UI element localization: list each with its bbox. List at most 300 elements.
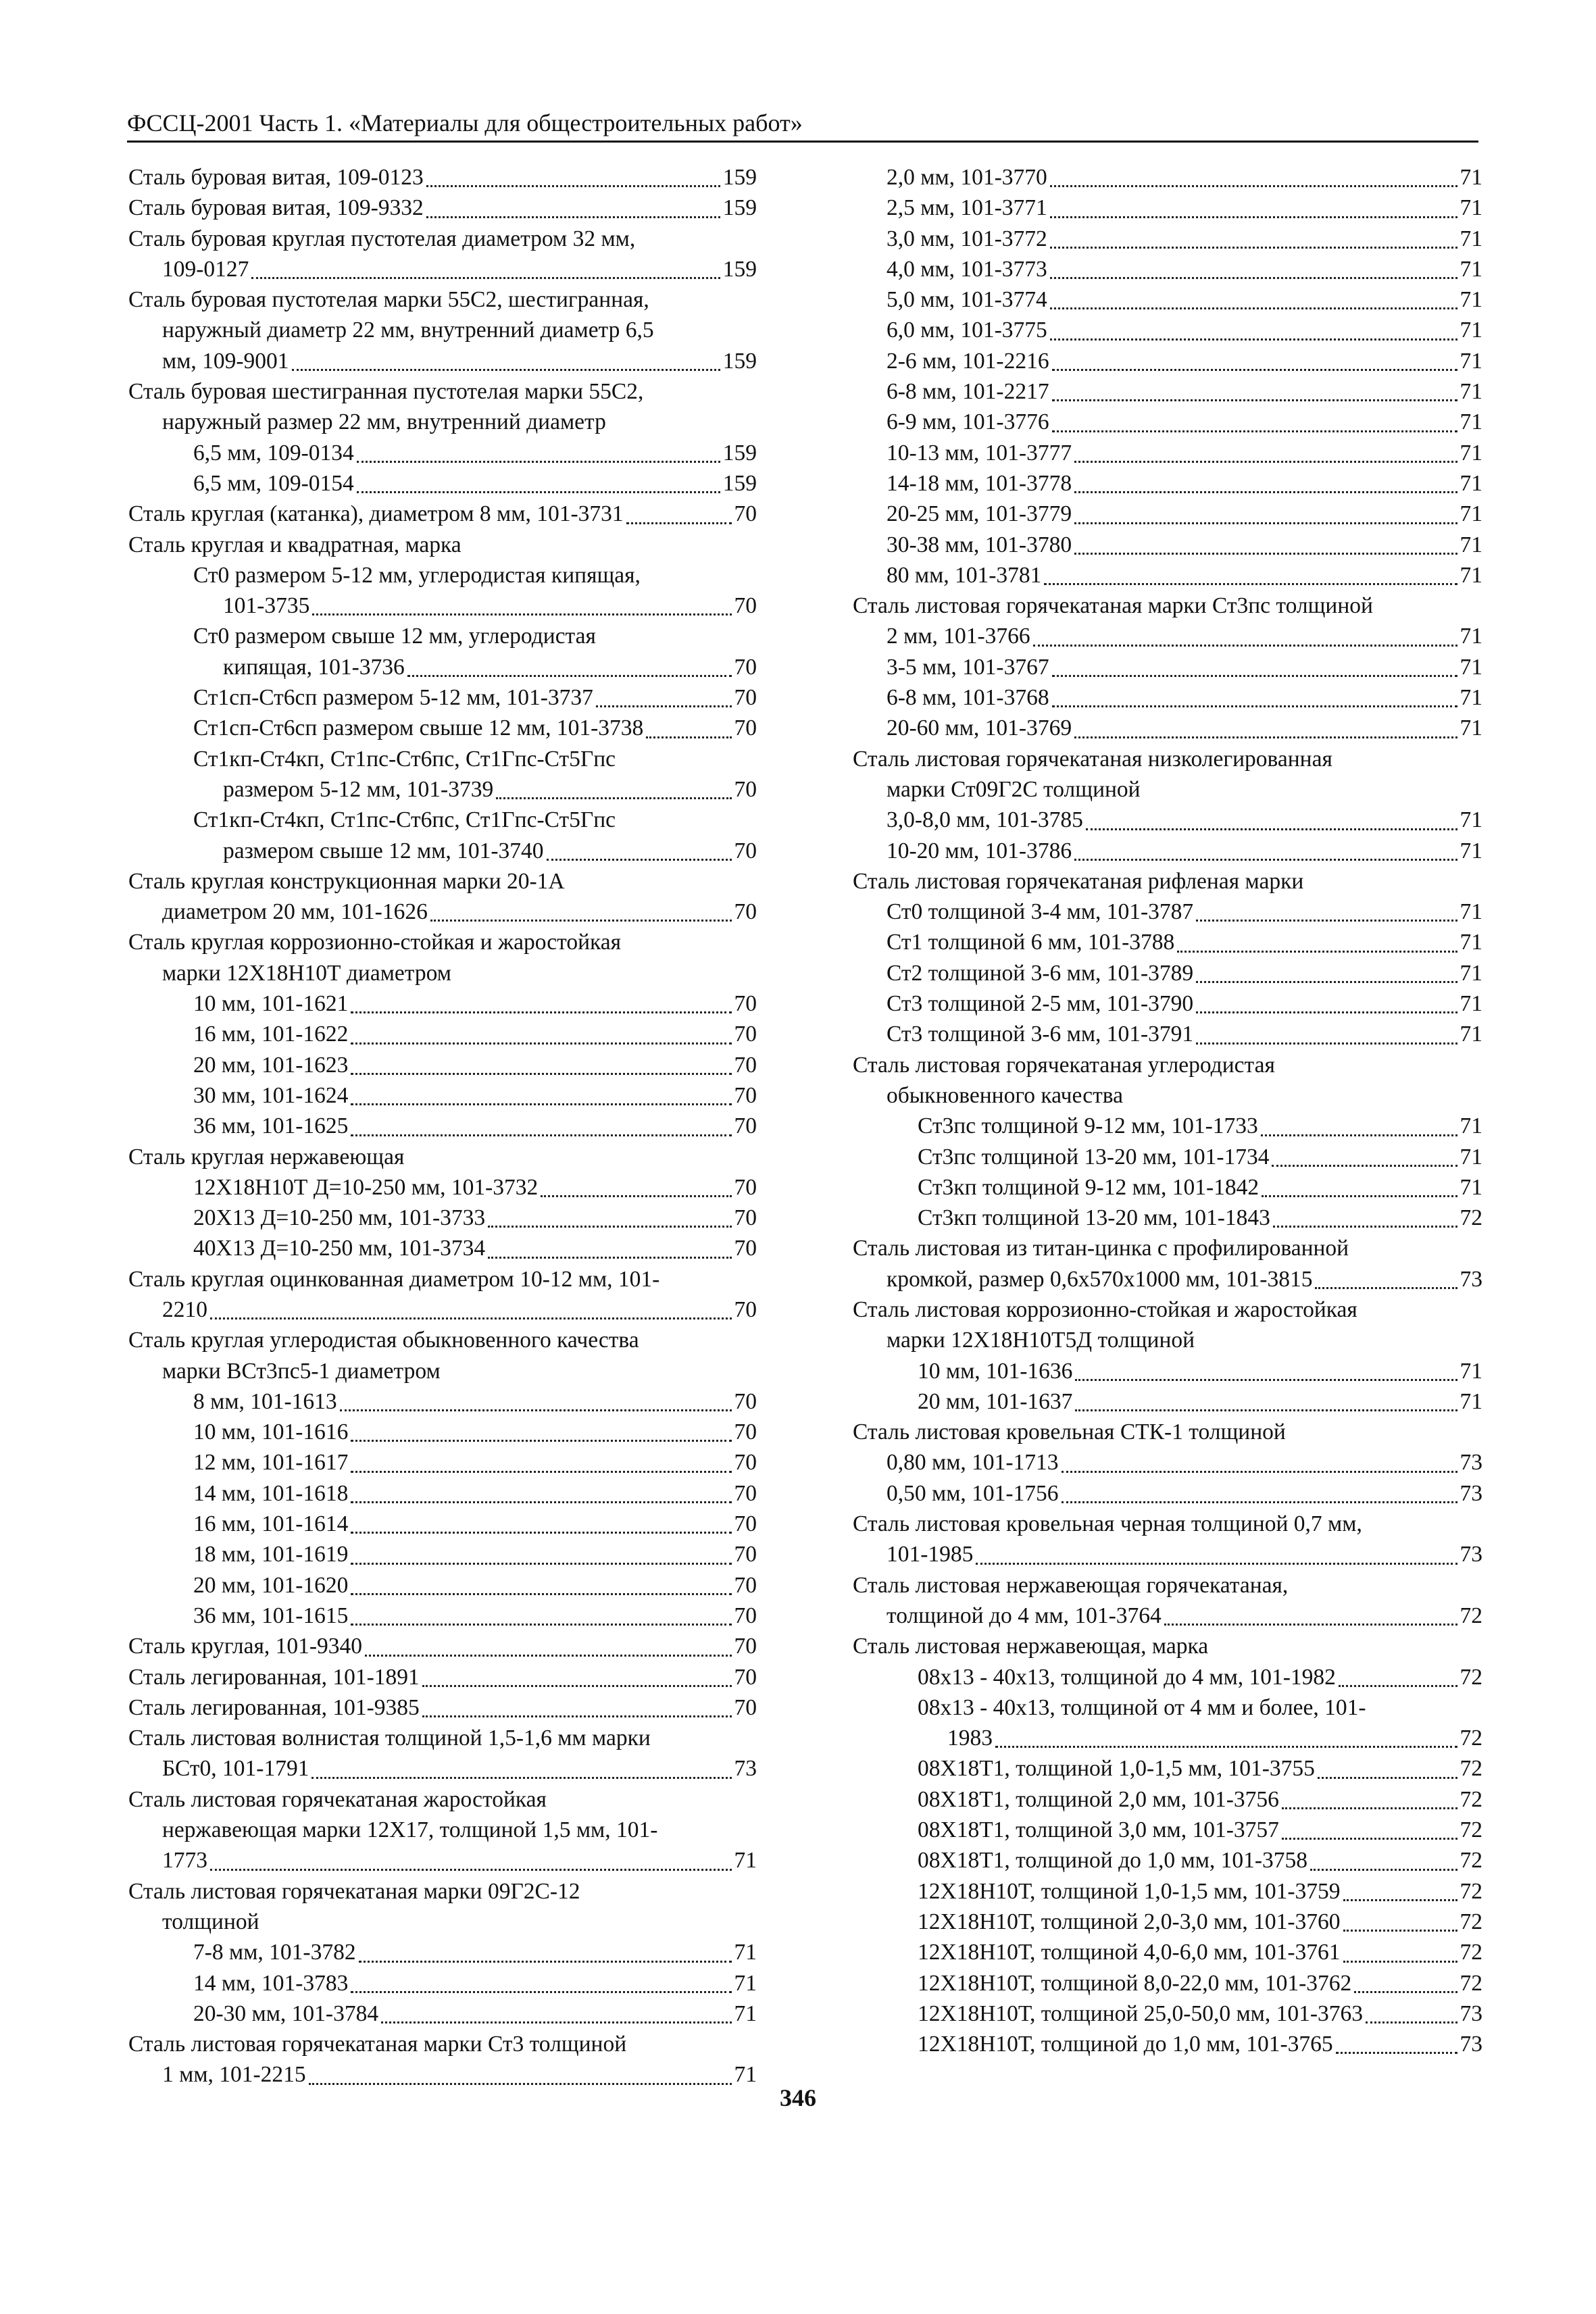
index-entry-text: Ст3кп толщиной 9-12 мм, 101-1842 (918, 1174, 1260, 1200)
index-entry-text: 2-6 мм, 101-2216 (887, 348, 1049, 374)
index-entry (853, 1264, 1482, 1294)
dot-leader (1062, 1471, 1457, 1473)
index-entry-page: 73 (1460, 1542, 1482, 1567)
index-entry (853, 1692, 1482, 1723)
dot-leader (1343, 1930, 1457, 1932)
dot-leader (1052, 369, 1457, 371)
index-entry-text: 08Х18Т1, толщиной 2,0 мм, 101-3756 (918, 1786, 1279, 1812)
index-entry-text: 14 мм, 101-1618 (193, 1480, 349, 1506)
index-entry-text: Сталь листовая горячекатаная марки Ст3пс толщиной (853, 593, 1373, 619)
index-entry-page: 70 (734, 1205, 757, 1231)
index-entry-text: 40Х13 Д=10-250 мм, 101-3734 (193, 1236, 486, 1261)
dot-leader (312, 613, 731, 615)
index-entry (853, 1876, 1482, 1907)
index-entry (128, 499, 757, 529)
index-entry-text: 6,5 мм, 109-0154 (193, 470, 354, 496)
dot-leader (1354, 1991, 1457, 1993)
index-entry-text: обыкновенного качества (887, 1082, 1123, 1108)
index-entry-page: 71 (734, 1940, 757, 1965)
dot-leader (1052, 675, 1457, 677)
left-index-column (128, 162, 757, 2090)
index-entry-page: 71 (1460, 1113, 1482, 1139)
dot-leader (407, 675, 732, 677)
index-entry-text: 16 мм, 101-1614 (193, 1511, 349, 1537)
index-entry-page: 71 (1460, 562, 1482, 588)
index-entry (128, 284, 757, 315)
index-entry-text: 08Х18Т1, толщиной 1,0-1,5 мм, 101-3755 (918, 1756, 1315, 1782)
right-index-column (853, 162, 1482, 2059)
dot-leader (426, 185, 720, 187)
dot-leader (1050, 338, 1457, 341)
index-entry (853, 1111, 1482, 1141)
index-entry-text: Сталь круглая (катанка), диаметром 8 мм, 101-3731 (128, 501, 624, 527)
index-entry-text: 12Х18Н10Т, толщиной 2,0-3,0 мм, 101-3760 (918, 1909, 1341, 1934)
index-entry-text: кипящая, 101-3736 (223, 654, 405, 680)
dot-leader (1074, 859, 1457, 861)
index-entry-page: 73 (1460, 1450, 1482, 1476)
index-entry (853, 1447, 1482, 1478)
index-entry (853, 1019, 1482, 1049)
index-entry (128, 1172, 757, 1203)
dot-leader (351, 1563, 731, 1565)
index-entry (853, 530, 1482, 560)
index-entry-text: Ст1сп-Ст6сп размером свыше 12 мм, 101-3738 (193, 715, 644, 741)
index-entry (128, 1662, 757, 1692)
index-entry (128, 713, 757, 743)
index-entry-page: 71 (1460, 379, 1482, 405)
index-entry-page: 71 (1460, 318, 1482, 343)
index-entry-text: 12 мм, 101-1617 (193, 1450, 349, 1476)
index-entry-text: Сталь листовая горячекатаная жаростойкая (128, 1786, 547, 1812)
index-entry (853, 315, 1482, 345)
dot-leader (430, 920, 732, 922)
index-entry-text: 109-0127 (162, 256, 249, 282)
index-entry (128, 1631, 757, 1661)
index-entry-text: Сталь буровая витая, 109-9332 (128, 195, 424, 221)
index-entry-text: Ст2 толщиной 3-6 мм, 101-3789 (887, 960, 1194, 986)
index-entry-text: Сталь листовая из титан-цинка с профилированной (853, 1236, 1349, 1261)
index-entry-text: размером свыше 12 мм, 101-3740 (223, 838, 544, 863)
index-entry (128, 1907, 757, 1937)
index-entry-text: 12Х18Н10Т Д=10-250 мм, 101-3732 (193, 1174, 539, 1200)
index-entry (128, 805, 757, 835)
index-entry-page: 71 (734, 1970, 757, 1996)
index-entry-text: Ст3 толщиной 2-5 мм, 101-3790 (887, 991, 1194, 1017)
index-entry (853, 1050, 1482, 1080)
index-entry (853, 1907, 1482, 1937)
dot-leader (422, 1685, 732, 1687)
index-entry (128, 1876, 757, 1907)
dot-leader (1261, 1134, 1457, 1136)
index-entry-page: 70 (734, 1542, 757, 1567)
index-entry-page: 159 (722, 440, 757, 466)
dot-leader (1339, 1685, 1457, 1687)
index-entry-text: Ст1кп-Ст4кп, Ст1пс-Ст6пс, Ст1Гпс-Ст5Гпс (193, 807, 616, 833)
index-entry-text: кромкой, размер 0,6х570х1000 мм, 101-3815 (887, 1266, 1313, 1292)
index-entry-text: марки ВСт3пс5-1 диаметром (162, 1358, 441, 1384)
dot-leader (496, 797, 731, 799)
index-entry-text: Сталь легированная, 101-9385 (128, 1694, 420, 1720)
index-entry-page: 70 (734, 715, 757, 741)
index-entry-text: 20 мм, 101-1623 (193, 1052, 349, 1078)
index-entry-page: 72 (1460, 1786, 1482, 1812)
index-entry (128, 1937, 757, 1967)
index-entry (128, 315, 757, 345)
index-entry (128, 1509, 757, 1539)
index-entry (853, 988, 1482, 1019)
dot-leader (1262, 1195, 1457, 1197)
index-entry-page: 70 (734, 1174, 757, 1200)
index-entry (128, 376, 757, 407)
index-entry-text: 20-30 мм, 101-3784 (193, 2001, 379, 2026)
index-entry-text: Сталь листовая горячекатаная марки Ст3 толщиной (128, 2032, 627, 2057)
dot-leader (351, 1073, 731, 1075)
index-entry-text: Ст3кп толщиной 13-20 мм, 101-1843 (918, 1205, 1270, 1231)
index-entry (853, 1937, 1482, 1967)
index-entry-text: 101-3735 (223, 593, 310, 619)
index-entry-page: 72 (1460, 1603, 1482, 1628)
index-entry-page: 72 (1460, 1664, 1482, 1690)
dot-leader (351, 1134, 731, 1136)
dot-leader (626, 522, 732, 524)
index-entry (128, 774, 757, 805)
index-entry-text: Ст1 толщиной 6 мм, 101-3788 (887, 930, 1175, 955)
index-entry-text: 80 мм, 101-3781 (887, 562, 1042, 588)
index-entry-text: Сталь буровая витая, 109-0123 (128, 165, 424, 190)
index-entry-text: 08х13 - 40х13, толщиной от 4 мм и более, 101- (918, 1694, 1366, 1720)
index-entry-page: 70 (734, 1236, 757, 1261)
dot-leader (351, 1440, 731, 1442)
index-entry (128, 1233, 757, 1263)
index-entry-page: 72 (1460, 1205, 1482, 1231)
page-header: ФССЦ-2001 Часть 1. «Материалы для общестроительных работ» (127, 109, 1478, 143)
index-entry-page: 71 (1460, 501, 1482, 527)
index-entry (128, 1692, 757, 1723)
index-entry (128, 1294, 757, 1325)
index-entry-text: наружный диаметр 22 мм, внутренний диаметр 6,5 (162, 318, 654, 343)
index-entry-page: 71 (1460, 195, 1482, 221)
dot-leader (351, 1532, 731, 1534)
index-entry-page: 70 (734, 1022, 757, 1047)
index-entry-text: Сталь буровая круглая пустотелая диаметром 32 мм, (128, 226, 636, 251)
index-entry-text: 4,0 мм, 101-3773 (887, 256, 1047, 282)
index-entry (853, 1631, 1482, 1661)
index-entry-text: 08Х18Т1, толщиной 3,0 мм, 101-3757 (918, 1817, 1279, 1843)
index-entry (853, 1662, 1482, 1692)
index-entry-text: Сталь круглая конструкционная марки 20-1А (128, 868, 565, 894)
index-entry-page: 72 (1460, 1817, 1482, 1843)
index-entry (853, 590, 1482, 621)
dot-leader (995, 1746, 1457, 1748)
index-entry (853, 1570, 1482, 1601)
index-entry-text: 12Х18Н10Т, толщиной 25,0-50,0 мм, 101-3763 (918, 2001, 1364, 2026)
index-entry (128, 682, 757, 713)
dot-leader (1177, 951, 1457, 953)
index-entry-page: 70 (734, 1694, 757, 1720)
index-entry-page: 159 (722, 256, 757, 282)
index-entry-text: 10 мм, 101-1636 (918, 1358, 1073, 1384)
index-entry-text: Ст0 размером свыше 12 мм, углеродистая (193, 624, 596, 649)
index-entry-text: 08Х18Т1, толщиной до 1,0 мм, 101-3758 (918, 1848, 1308, 1873)
index-entry-page: 70 (734, 1113, 757, 1139)
index-entry-page: 70 (734, 991, 757, 1017)
index-entry-text: 6-8 мм, 101-2217 (887, 379, 1049, 405)
index-entry (853, 560, 1482, 590)
index-entry-text: Сталь листовая горячекатаная рифленая марки (853, 868, 1304, 894)
index-entry-text: Сталь листовая нержавеющая горячекатаная, (853, 1572, 1289, 1598)
index-entry (128, 621, 757, 651)
index-entry (128, 1264, 757, 1294)
dot-leader (1050, 307, 1457, 309)
index-entry (128, 2029, 757, 2059)
dot-leader (1074, 491, 1457, 493)
index-entry-page: 71 (1460, 226, 1482, 251)
index-entry (853, 407, 1482, 437)
index-entry-text: Ст3пс толщиной 13-20 мм, 101-1734 (918, 1144, 1270, 1169)
index-entry (128, 836, 757, 866)
index-entry-page: 72 (1460, 1940, 1482, 1965)
index-entry-page: 71 (1460, 287, 1482, 313)
index-entry-page: 70 (734, 654, 757, 680)
index-entry (853, 346, 1482, 376)
index-entry (853, 1815, 1482, 1845)
index-entry (853, 1142, 1482, 1172)
index-entry (128, 1203, 757, 1233)
index-entry-page: 73 (1460, 2001, 1482, 2026)
index-entry-page: 70 (734, 1603, 757, 1628)
dot-leader (351, 1042, 731, 1045)
dot-leader (351, 1624, 731, 1626)
index-entry-page: 159 (722, 470, 757, 496)
index-entry (853, 224, 1482, 254)
index-entry (128, 1325, 757, 1355)
dot-leader (1282, 1807, 1457, 1809)
index-entry-text: Сталь листовая кровельная черная толщиной 0,7 мм, (853, 1511, 1362, 1537)
index-entry (128, 1050, 757, 1080)
index-entry-page: 73 (1460, 2032, 1482, 2057)
index-entry (853, 1509, 1482, 1539)
index-entry-text: 20 мм, 101-1637 (918, 1388, 1073, 1414)
index-entry-text: Ст3пс толщиной 9-12 мм, 101-1733 (918, 1113, 1258, 1139)
index-entry (853, 713, 1482, 743)
dot-leader (351, 1991, 731, 1993)
index-entry (853, 1478, 1482, 1509)
index-entry-page: 71 (1460, 991, 1482, 1017)
index-entry-text: 30-38 мм, 101-3780 (887, 532, 1072, 557)
index-entry-text: 16 мм, 101-1622 (193, 1022, 349, 1047)
dot-leader (976, 1563, 1457, 1565)
dot-leader (1075, 1409, 1457, 1411)
index-entry (128, 744, 757, 774)
dot-leader (292, 369, 720, 371)
index-entry (853, 1233, 1482, 1263)
index-entry (853, 1325, 1482, 1355)
index-entry-page: 72 (1460, 1970, 1482, 1996)
index-entry (128, 1386, 757, 1417)
index-entry-page: 71 (734, 2001, 757, 2026)
index-entry (853, 1080, 1482, 1111)
index-entry-page: 71 (1460, 348, 1482, 374)
dot-leader (1273, 1226, 1457, 1228)
index-entry-page: 72 (1460, 1848, 1482, 1873)
index-entry-text: Ст1сп-Ст6сп размером 5-12 мм, 101-3737 (193, 685, 593, 711)
dot-leader (1196, 1042, 1457, 1045)
dot-leader (1074, 461, 1457, 463)
index-entry-page: 71 (1460, 960, 1482, 986)
dot-leader (1050, 185, 1457, 187)
index-entry-page: 71 (1460, 440, 1482, 466)
index-entry-text: 0,50 мм, 101-1756 (887, 1480, 1059, 1506)
index-entry (853, 1784, 1482, 1815)
index-entry (128, 1019, 757, 1049)
index-entry-page: 71 (1460, 685, 1482, 711)
index-entry (853, 284, 1482, 315)
index-entry (853, 1356, 1482, 1386)
index-entry-text: 1 мм, 101-2215 (162, 2062, 306, 2088)
index-entry-text: Сталь листовая горячекатаная углеродистая (853, 1052, 1275, 1078)
index-entry (128, 988, 757, 1019)
index-entry-text: Ст0 толщиной 3-4 мм, 101-3787 (887, 899, 1194, 925)
index-entry-page: 71 (1460, 930, 1482, 955)
dot-leader (351, 1011, 731, 1013)
dot-leader (359, 1961, 732, 1963)
dot-leader (1343, 1961, 1457, 1963)
index-entry-text: Ст0 размером 5-12 мм, углеродистая кипящая, (193, 562, 641, 588)
dot-leader (340, 1409, 732, 1411)
index-entry-text: 3,0 мм, 101-3772 (887, 226, 1047, 251)
index-entry (128, 1723, 757, 1753)
index-entry-text: Сталь круглая коррозионно-стойкая и жаростойкая (128, 930, 622, 955)
index-entry-text: Сталь круглая углеродистая обыкновенного качества (128, 1328, 639, 1353)
dot-leader (1074, 522, 1457, 524)
index-entry-text: толщиной до 4 мм, 101-3764 (887, 1603, 1162, 1628)
index-entry (128, 1601, 757, 1631)
index-entry-page: 71 (1460, 1022, 1482, 1047)
index-entry (853, 866, 1482, 897)
index-entry-page: 71 (1460, 899, 1482, 925)
index-entry-text: 3-5 мм, 101-3767 (887, 654, 1049, 680)
index-entry-text: 10 мм, 101-1616 (193, 1419, 349, 1445)
dot-leader (426, 216, 720, 218)
index-entry (128, 1570, 757, 1601)
index-entry-text: 20-25 мм, 101-3779 (887, 501, 1072, 527)
index-entry-text: 2,0 мм, 101-3770 (887, 165, 1047, 190)
index-entry-text: Сталь листовая нержавеющая, марка (853, 1634, 1209, 1659)
dot-leader (1074, 553, 1457, 555)
index-entry-page: 70 (734, 1634, 757, 1659)
index-entry-text: Сталь круглая оцинкованная диаметром 10-12 мм, 101- (128, 1266, 660, 1292)
index-entry (128, 224, 757, 254)
index-entry (128, 1968, 757, 1998)
index-entry-page: 70 (734, 1664, 757, 1690)
index-entry (853, 897, 1482, 927)
index-entry-page: 70 (734, 685, 757, 711)
dot-leader (1052, 399, 1457, 401)
index-entry (128, 407, 757, 437)
index-entry (853, 438, 1482, 468)
index-entry-text: 10-13 мм, 101-3777 (887, 440, 1072, 466)
index-entry (853, 376, 1482, 407)
dot-leader (541, 1195, 731, 1197)
index-entry-text: 14-18 мм, 101-3778 (887, 470, 1072, 496)
index-entry (128, 1845, 757, 1876)
dot-leader (1315, 1287, 1457, 1289)
index-entry-text: мм, 109-9001 (162, 348, 289, 374)
index-entry (853, 927, 1482, 957)
index-entry-text: Сталь круглая и квадратная, марка (128, 532, 462, 557)
index-entry-page: 70 (734, 1450, 757, 1476)
index-entry (128, 1142, 757, 1172)
dot-leader (251, 277, 720, 279)
index-entry-text: Сталь буровая шестигранная пустотелая марки 55С2, (128, 379, 644, 405)
index-entry (853, 2029, 1482, 2059)
index-entry-page: 71 (1460, 838, 1482, 863)
index-entry (128, 1447, 757, 1478)
index-entry-page: 159 (722, 348, 757, 374)
index-entry-text: 2,5 мм, 101-3771 (887, 195, 1047, 221)
index-entry-text: 30 мм, 101-1624 (193, 1082, 349, 1108)
dot-leader (547, 859, 732, 861)
index-entry-page: 71 (1460, 256, 1482, 282)
index-entry-page: 71 (1460, 532, 1482, 557)
dot-leader (351, 1593, 731, 1595)
dot-leader (1062, 1501, 1457, 1503)
index-entry-text: 1983 (947, 1726, 993, 1751)
dot-leader (1310, 1869, 1457, 1871)
dot-leader (351, 1471, 731, 1473)
index-entry (128, 1784, 757, 1815)
index-entry-text: марки 12Х18Н10Т5Д толщиной (887, 1328, 1195, 1353)
index-entry-text: 6-9 мм, 101-3776 (887, 409, 1049, 435)
index-entry-page: 71 (1460, 409, 1482, 435)
index-entry (853, 1417, 1482, 1447)
index-entry-text: нержавеющая марки 12Х17, толщиной 1,5 мм, 101- (162, 1817, 658, 1843)
index-entry-page: 71 (1460, 624, 1482, 649)
dot-leader (351, 1103, 731, 1105)
index-entry (128, 652, 757, 682)
index-entry-text: 12Х18Н10Т, толщиной 8,0-22,0 мм, 101-3762 (918, 1970, 1352, 1996)
index-entry-page: 70 (734, 899, 757, 925)
index-entry (853, 1968, 1482, 1998)
index-entry-text: 12Х18Н10Т, толщиной до 1,0 мм, 101-3765 (918, 2032, 1333, 2057)
dot-leader (1086, 828, 1457, 830)
index-entry-page: 70 (734, 1419, 757, 1445)
index-entry (853, 1294, 1482, 1325)
index-entry-text: 12Х18Н10Т, толщиной 4,0-6,0 мм, 101-3761 (918, 1940, 1341, 1965)
dot-leader (381, 2021, 731, 2023)
dot-leader (365, 1655, 731, 1657)
index-entry-page: 70 (734, 1082, 757, 1108)
index-entry-text: марки Ст09Г2С толщиной (887, 776, 1141, 802)
dot-leader (1196, 1011, 1457, 1013)
dot-leader (1074, 736, 1457, 738)
dot-leader (1366, 2021, 1457, 2023)
dot-leader (422, 1715, 732, 1717)
page-number: 346 (780, 2084, 816, 2111)
index-entry-page: 70 (734, 1388, 757, 1414)
index-entry (853, 958, 1482, 988)
index-entry (128, 897, 757, 927)
index-entry-text: Ст3 толщиной 3-6 мм, 101-3791 (887, 1022, 1194, 1047)
index-entry-page: 71 (1460, 165, 1482, 190)
index-entry-page: 159 (722, 165, 757, 190)
index-entry (853, 805, 1482, 835)
index-entry-text: 1773 (162, 1848, 207, 1873)
index-entry-page: 70 (734, 1511, 757, 1537)
index-entry (128, 1478, 757, 1509)
dot-leader (357, 491, 720, 493)
index-entry (128, 1111, 757, 1141)
